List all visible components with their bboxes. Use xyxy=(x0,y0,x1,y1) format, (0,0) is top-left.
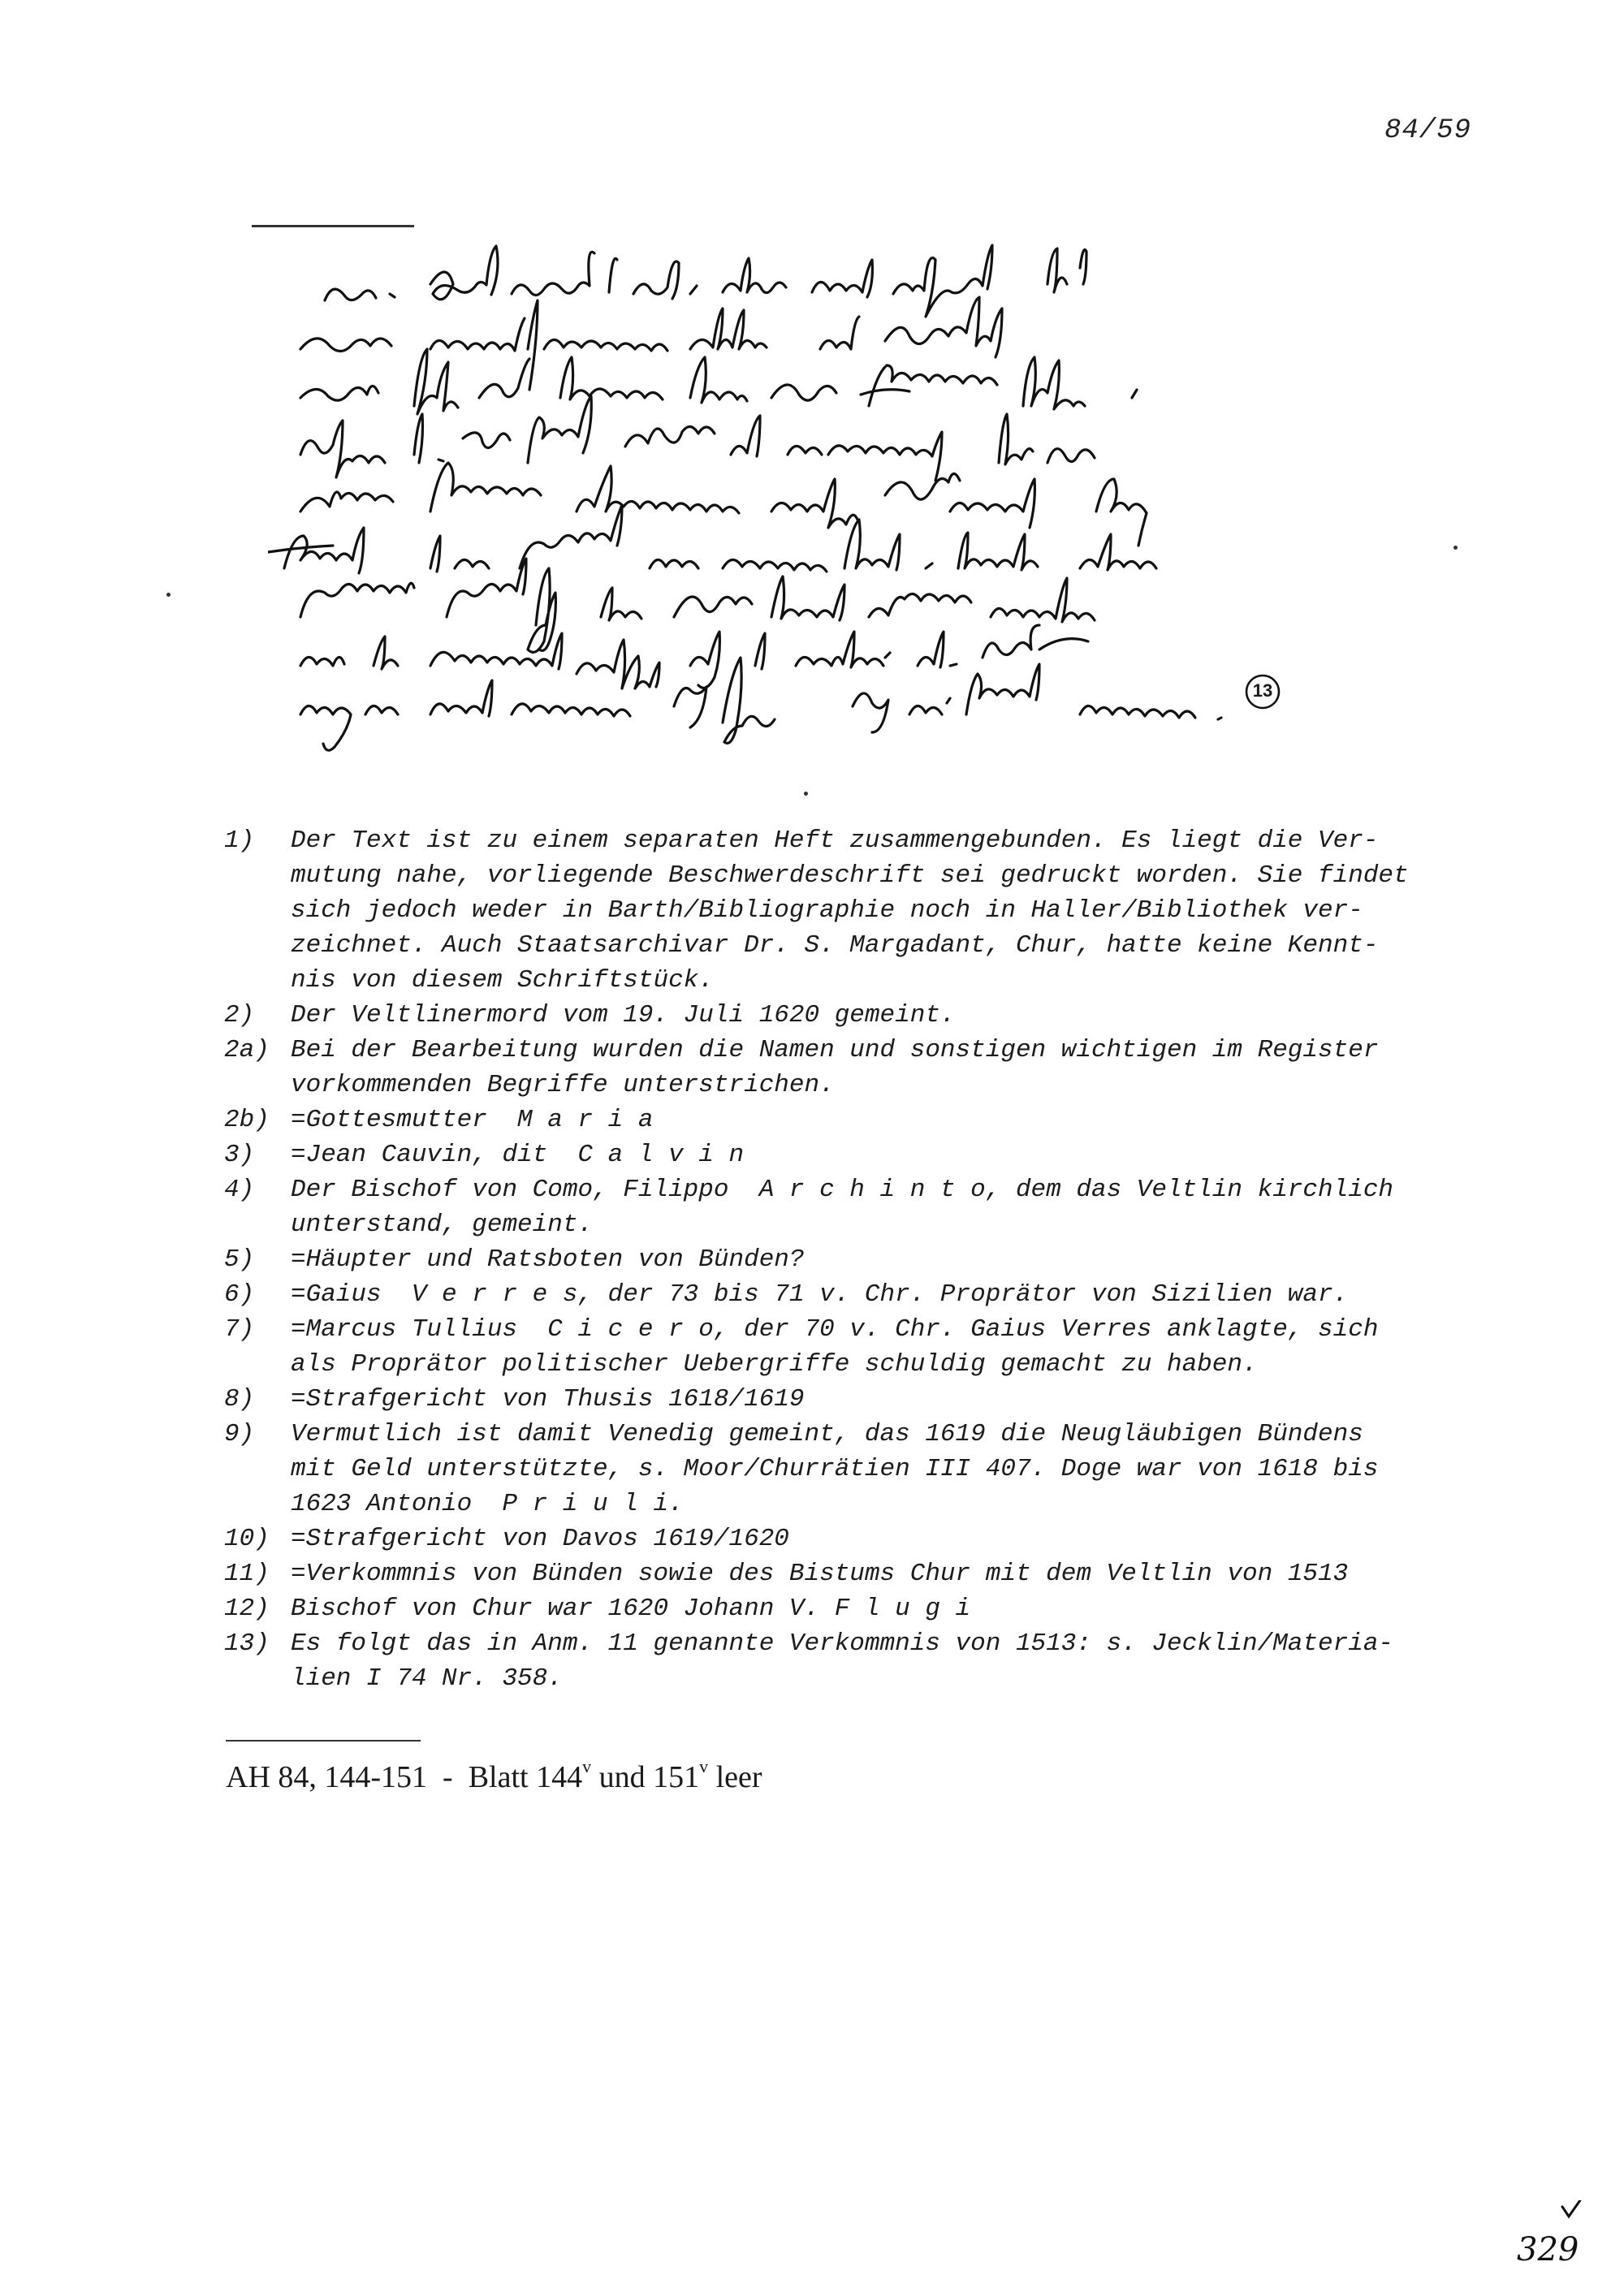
scan-speck xyxy=(1453,546,1458,550)
footnote-line: =Häupter und Ratsboten von Bünden? xyxy=(291,1245,805,1274)
footnote-number: 9) xyxy=(224,1420,255,1448)
handwritten-folio-number xyxy=(1512,2200,1593,2273)
footnote-text xyxy=(291,1556,1523,1591)
footnote-number: 10) xyxy=(224,1525,270,1553)
footnote-number: 2b) xyxy=(224,1106,270,1134)
footnote-text xyxy=(291,998,1523,1033)
archive-ref-verso-1: v xyxy=(582,1756,592,1776)
footnote-line: 1623 Antonio P r i u l i. xyxy=(291,1490,684,1518)
footnote-item xyxy=(224,1591,1523,1626)
footnote-line: sich jedoch weder in Barth/Bibliographie noch in Haller/Bibliothek ver- xyxy=(291,896,1363,925)
footnote-text xyxy=(291,1382,1523,1417)
footnote-line: Der Veltlinermord vom 19. Juli 1620 gemeint. xyxy=(291,1001,956,1029)
footnote-item xyxy=(224,1312,1523,1382)
footnote-number: 7) xyxy=(224,1315,255,1344)
footnote-line: vorkommenden Begriffe unterstrichen. xyxy=(291,1071,835,1099)
footnote-text xyxy=(291,1626,1523,1696)
footnote-item xyxy=(224,998,1523,1033)
footnote-number: 3) xyxy=(224,1141,255,1169)
footnote-text xyxy=(291,1277,1523,1312)
footnote-number: 11) xyxy=(224,1560,270,1588)
page-number: 84/59 xyxy=(1384,115,1472,146)
footnote-item xyxy=(224,1103,1523,1137)
footnote-item xyxy=(224,823,1523,998)
footnote-line: Der Bischof von Como, Filippo A r c h i n t o, dem das Veltlin kirchlich xyxy=(291,1176,1394,1204)
footnote-text xyxy=(291,1103,1523,1137)
footnote-item xyxy=(224,1626,1523,1696)
footnote-line: =Gaius V e r r e s, der 73 bis 71 v. Chr. Proprätor von Sizilien war. xyxy=(291,1280,1349,1309)
footnote-text xyxy=(291,1137,1523,1172)
folio-number: 329 xyxy=(1517,2231,1579,2268)
footnote-line: Es folgt das in Anm. 11 genannte Verkommnis von 1513: s. Jecklin/Materia- xyxy=(291,1629,1394,1658)
footnote-line: Bischof von Chur war 1620 Johann V. F l u g i xyxy=(291,1595,971,1623)
footnote-number: 4) xyxy=(224,1176,255,1204)
scan-speck xyxy=(804,792,808,796)
archive-ref-suffix: leer xyxy=(708,1760,762,1794)
footnote-rule xyxy=(226,1740,421,1742)
footnote-item xyxy=(224,1521,1523,1556)
footnote-line: =Jean Cauvin, dit C a l v i n xyxy=(291,1141,745,1169)
footnote-text xyxy=(291,1172,1523,1242)
handwritten-manuscript-image xyxy=(268,235,1389,771)
footnote-number: 2a) xyxy=(224,1036,270,1064)
footnote-line: =Strafgericht von Davos 1619/1620 xyxy=(291,1525,789,1553)
footnote-item xyxy=(224,1417,1523,1521)
footnote-line: =Gottesmutter M a r i a xyxy=(291,1106,654,1134)
footnote-line: Vermutlich ist damit Venedig gemeint, das 1619 die Neugläubigen Bündens xyxy=(291,1420,1363,1448)
footnote-item xyxy=(224,1556,1523,1591)
footnote-item xyxy=(224,1277,1523,1312)
footnote-item xyxy=(224,1382,1523,1417)
footnote-line: unterstand, gemeint. xyxy=(291,1211,594,1239)
footnote-text xyxy=(291,1033,1523,1103)
footnote-item xyxy=(224,1242,1523,1277)
archive-reference xyxy=(226,1756,762,1795)
scan-speck xyxy=(166,593,171,597)
footnotes-list xyxy=(224,823,1523,1696)
footnote-line: zeichnet. Auch Staatsarchivar Dr. S. Margadant, Chur, hatte keine Kennt- xyxy=(291,931,1379,960)
top-rule xyxy=(252,225,414,227)
footnote-text xyxy=(291,1312,1523,1382)
footnote-line: lien I 74 Nr. 358. xyxy=(291,1664,563,1693)
footnote-line: Der Text ist zu einem separaten Heft zusammengebunden. Es liegt die Ver- xyxy=(291,827,1379,855)
note-marker-13: 13 xyxy=(1252,680,1273,701)
footnote-line: =Marcus Tullius C i c e r o, der 70 v. Chr. Gaius Verres anklagte, sich xyxy=(291,1315,1379,1344)
footnote-line: mit Geld unterstützte, s. Moor/Churrätien III 407. Doge war von 1618 bis xyxy=(291,1455,1379,1483)
footnote-line: =Strafgericht von Thusis 1618/1619 xyxy=(291,1385,805,1414)
footnote-line: nis von diesem Schriftstück. xyxy=(291,966,714,995)
footnote-text xyxy=(291,1591,1523,1626)
footnote-number: 8) xyxy=(224,1385,255,1414)
footnote-number: 1) xyxy=(224,827,255,855)
footnote-text xyxy=(291,823,1523,998)
footnote-text xyxy=(291,1521,1523,1556)
footnote-line: mutung nahe, vorliegende Beschwerdeschrift sei gedruckt worden. Sie findet xyxy=(291,861,1409,890)
footnote-item xyxy=(224,1172,1523,1242)
footnote-number: 5) xyxy=(224,1245,255,1274)
archive-ref-prefix: AH 84, 144-151 - Blatt 144 xyxy=(226,1760,583,1794)
footnote-line: Bei der Bearbeitung wurden die Namen und sonstigen wichtigen im Register xyxy=(291,1036,1379,1064)
archive-ref-verso-2: v xyxy=(699,1756,709,1776)
footnote-line: als Proprätor politischer Uebergriffe schuldig gemacht zu haben. xyxy=(291,1350,1258,1379)
footnote-number: 2) xyxy=(224,1001,255,1029)
footnote-number: 6) xyxy=(224,1280,255,1309)
footnote-number: 12) xyxy=(224,1595,270,1623)
archive-ref-middle: und 151 xyxy=(591,1760,700,1794)
footnote-number: 13) xyxy=(224,1629,270,1658)
footnote-line: =Verkommnis von Bünden sowie des Bistums Chur mit dem Veltlin von 1513 xyxy=(291,1560,1349,1588)
footnote-text xyxy=(291,1417,1523,1521)
footnote-text xyxy=(291,1242,1523,1277)
footnote-item xyxy=(224,1033,1523,1103)
footnote-item xyxy=(224,1137,1523,1172)
